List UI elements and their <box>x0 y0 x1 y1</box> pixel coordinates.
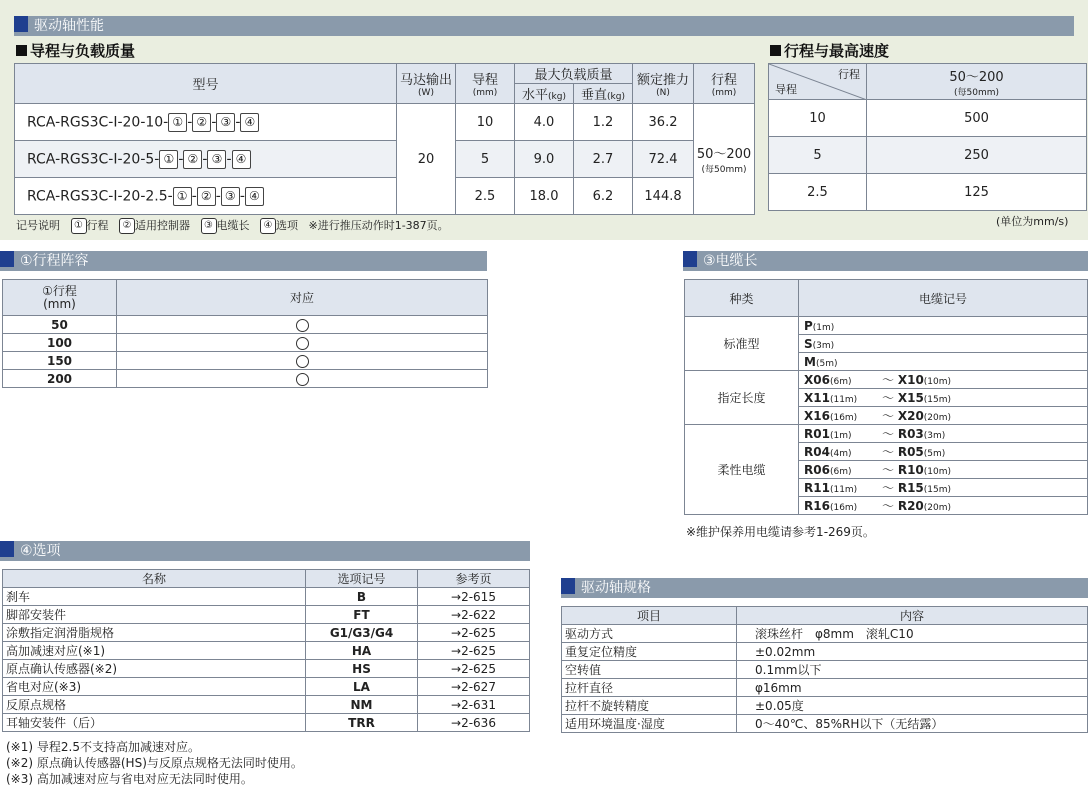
lead-cell: 5 <box>456 141 515 178</box>
header-code: 选项记号 <box>306 570 418 588</box>
thrust-cell: 36.2 <box>633 104 694 141</box>
table-row <box>769 100 1087 137</box>
stroke-table <box>2 279 488 388</box>
performance-title: 驱动轴性能 <box>34 18 104 34</box>
vertical-cell: 6.2 <box>574 178 633 215</box>
table-row: X11(11m) ～ X15(15m) <box>685 389 1088 407</box>
header-ref: 参考页 <box>418 570 530 588</box>
stroke-section-header: ①行程阵容 <box>0 251 487 271</box>
table-row: 反原点规格 NM →2-631 <box>3 696 530 714</box>
header-cable-code: 电缆记号 <box>799 280 1088 317</box>
square-bullet-icon <box>770 45 781 56</box>
header-name: 名称 <box>3 570 306 588</box>
table-row: X16(16m) ～ X20(20m) <box>685 407 1088 425</box>
circle-icon <box>296 319 309 332</box>
table-row <box>15 104 755 141</box>
model-cell: RCA-RGS3C-I-20-10- ① - ② - ③ - ④ <box>15 104 397 141</box>
horizontal-cell: 4.0 <box>515 104 574 141</box>
header-horizontal: 水平(kg) <box>515 84 574 104</box>
table-row: R16(16m) ～ R20(20m) <box>685 497 1088 515</box>
horizontal-cell: 18.0 <box>515 178 574 215</box>
table-row: R06(6m) ～ R10(10m) <box>685 461 1088 479</box>
table-row: 拉杆不旋转精度 ±0.05度 <box>562 697 1088 715</box>
header-support: 对应 <box>117 280 488 316</box>
stroke-cell: 50～200 (每50mm) <box>694 104 755 215</box>
lead-cell: 10 <box>769 100 867 137</box>
table-row <box>769 174 1087 211</box>
table-row <box>769 137 1087 174</box>
legend: 记号说明 ① 行程 ② 适用控制器 ③ 电缆长 ④ 选项 ※进行推压动作时1-387页。 <box>16 219 449 232</box>
model-cell: RCA-RGS3C-I-20-5- ① - ② - ③ - ④ <box>15 141 397 178</box>
header-item: 项目 <box>562 607 737 625</box>
diagonal-header: 行程 导程 <box>769 64 867 100</box>
header-stroke-range: 50～200 (每50mm) <box>867 64 1087 100</box>
lead-cell: 5 <box>769 137 867 174</box>
cable-note: ※维护保养用电缆请参考1-269页。 <box>686 525 875 539</box>
spec-table <box>561 606 1088 733</box>
square-bullet-icon <box>16 45 27 56</box>
circle-icon <box>296 373 309 386</box>
speed-cell: 500 <box>867 100 1087 137</box>
table-row: 适用环境温度·湿度 0～40℃、85%RH以下（无结露） <box>562 715 1088 733</box>
header-stroke: ①行程 (mm) <box>3 280 117 316</box>
section-marker <box>561 578 575 594</box>
section-marker <box>683 251 697 267</box>
table-row <box>15 141 755 178</box>
header-kind: 种类 <box>685 280 799 317</box>
table-row: S(3m) <box>685 335 1088 353</box>
speed-cell: 125 <box>867 174 1087 211</box>
table-row <box>15 178 755 215</box>
table-row: 涂敷指定润滑脂规格 G1/G3/G4 →2-625 <box>3 624 530 642</box>
table-row: 标准型 P(1m) <box>685 317 1088 335</box>
section-marker <box>0 541 14 557</box>
table-row: 耳轴安装件（后） TRR →2-636 <box>3 714 530 732</box>
option-notes: (※1) 导程2.5不支持高加减速对应。 (※2) 原点确认传感器(HS)与反原点规格无法同时使用。 (※3) 高加减速对应与省电对应无法同时使用。 <box>6 740 303 786</box>
table-row: 省电对应(※3) LA →2-627 <box>3 678 530 696</box>
table-row: 刹车 B →2-615 <box>3 588 530 606</box>
table-row: 驱动方式 滚珠丝杆 φ8mm 滚轧C10 <box>562 625 1088 643</box>
table-row: 拉杆直径 φ16mm <box>562 679 1088 697</box>
table-row: 100 <box>3 334 488 352</box>
header-max-load: 最大负载质量 <box>515 64 633 84</box>
header-model: 型号 <box>15 64 397 104</box>
thrust-cell: 72.4 <box>633 141 694 178</box>
option-section-header: ④选项 <box>0 541 530 561</box>
table-row: 脚部安装件 FT →2-622 <box>3 606 530 624</box>
circle-icon <box>296 337 309 350</box>
lead-load-table <box>14 63 755 215</box>
table-row: M(5m) <box>685 353 1088 371</box>
stroke-speed-title: 行程与最高速度 <box>770 40 889 61</box>
table-row: 150 <box>3 352 488 370</box>
table-row: 重复定位精度 ±0.02mm <box>562 643 1088 661</box>
section-marker <box>0 251 14 267</box>
lead-cell: 2.5 <box>769 174 867 211</box>
motor-cell: 20 <box>397 104 456 215</box>
header-thrust: 额定推力 (N) <box>633 64 694 104</box>
horizontal-cell: 9.0 <box>515 141 574 178</box>
table-row: 200 <box>3 370 488 388</box>
vertical-cell: 2.7 <box>574 141 633 178</box>
stroke-speed-table <box>768 63 1087 211</box>
speed-cell: 250 <box>867 137 1087 174</box>
header-motor: 马达输出 (W) <box>397 64 456 104</box>
table-row: R04(4m) ～ R05(5m) <box>685 443 1088 461</box>
table-row: 指定长度 X06(6m) ～ X10(10m) <box>685 371 1088 389</box>
table-row: 柔性电缆 R01(1m) ～ R03(3m) <box>685 425 1088 443</box>
circle-icon <box>296 355 309 368</box>
table-row: 50 <box>3 316 488 334</box>
cable-section-header: ③电缆长 <box>683 251 1088 271</box>
header-lead: 导程 (mm) <box>456 64 515 104</box>
option-table <box>2 569 530 732</box>
cable-table <box>684 279 1088 515</box>
table-row: 高加减速对应(※1) HA →2-625 <box>3 642 530 660</box>
table-row: 空转值 0.1mm以下 <box>562 661 1088 679</box>
lead-cell: 10 <box>456 104 515 141</box>
section-marker <box>14 16 28 32</box>
kind-cell: 指定长度 <box>685 371 799 425</box>
model-cell: RCA-RGS3C-I-20-2.5- ① - ② - ③ - ④ <box>15 178 397 215</box>
header-stroke: 行程 (mm) <box>694 64 755 104</box>
header-content: 内容 <box>737 607 1088 625</box>
thrust-cell: 144.8 <box>633 178 694 215</box>
table-row: R11(11m) ～ R15(15m) <box>685 479 1088 497</box>
lead-cell: 2.5 <box>456 178 515 215</box>
spec-section-header: 驱动轴规格 <box>561 578 1088 598</box>
header-vertical: 垂直(kg) <box>574 84 633 104</box>
unit-note: (单位为mm/s) <box>996 215 1069 228</box>
lead-load-title: 导程与负载质量 <box>16 40 135 61</box>
kind-cell: 标准型 <box>685 317 799 371</box>
kind-cell: 柔性电缆 <box>685 425 799 515</box>
performance-header <box>14 16 1074 36</box>
table-row: 原点确认传感器(※2) HS →2-625 <box>3 660 530 678</box>
vertical-cell: 1.2 <box>574 104 633 141</box>
